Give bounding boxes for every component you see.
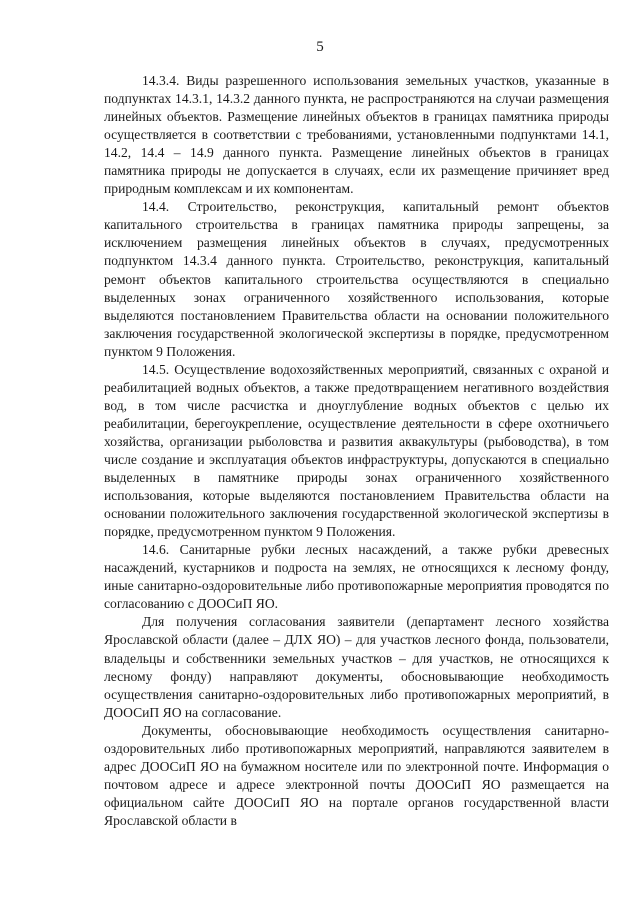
paragraph-14-4: 14.4. Строительство, реконструкция, капитальный ремонт объектов капитального строительства в границах памятника природы запрещены, за исключением размещения линейных объектов в случаях, предусмотренных подпунктом 14.3.4 данного пункта. Строительство, реконструкция, капитальный ремонт объектов капитального строительства осуществляются в специально выделенных зонах ограниченного хозяйственного использования, которые выделяются постановлением Правительства области на основании положительного заключения государственной экологической экспертизы в порядке, предусмотренном пунктом 9 Положения.: [104, 199, 609, 359]
paragraph-14-5: 14.5. Осуществление водохозяйственных мероприятий, связанных с охраной и реабилитацией водных объектов, а также предотвращением негативного воздействия вод, в том числе расчистка и дноуглубление водных объектов с целью их реабилитации, берегоукрепление, осуществление деятельности в сфере охотничьего хозяйства, организации рыболовства и развития аквакультуры (рыбоводства), в том числе создание и эксплуатация объектов инфраструктуры, допускаются в специально выделенных в памятнике природы зонах ограниченного хозяйственного использования, которые выделяются постановлением Правительства области на основании положительного заключения государственной экологической экспертизы в порядке, предусмотренном пунктом 9 Положения.: [104, 361, 609, 540]
paragraph-documents-submission: Документы, обосновывающие необходимость осуществления санитарно-оздоровительных либо противопожарных мероприятий, направляются заявителем в адрес ДООСиП ЯО на бумажном носителе или по электронной почте. Информация о почтовом адресе и адресе электронной почты ДООСиП ЯО размещается на официальном сайте ДООСиП ЯО на портале органов государственной власти Ярославской области в: [104, 722, 609, 828]
page-number: 5: [316, 39, 324, 55]
paragraph-14-3-4: 14.3.4. Виды разрешенного использования земельных участков, указанные в подпунктах 14.3.1, 14.3.2 данного пункта, не распространяются на случаи размещения линейных объектов. Размещение линейных объектов в границах памятника природы осуществляется в соответствии с требованиями, установленными подпунктами 14.1, 14.2, 14.4 – 14.9 данного пункта. Размещение линейных объектов в границах памятника природы не допускается в случаях, если их размещение причиняет вред природным комплексам и их компонентам.: [104, 73, 609, 197]
document-body: [104, 72, 609, 830]
paragraph-approval-request: Для получения согласования заявители (департамент лесного хозяйства Ярославской области (далее – ДЛХ ЯО) – для участков лесного фонда, пользователи, владельцы и собственники земельных участков – для участков, не относящихся к лесному фонду) направляют документы, обосновывающие необходимость осуществления санитарно-оздоровительных либо противопожарных мероприятий, в ДООСиП ЯО на согласование.: [104, 614, 609, 720]
paragraph-14-6: 14.6. Санитарные рубки лесных насаждений, а также рубки древесных насаждений, кустарников и подроста на землях, не относящихся к лесному фонду, иные санитарно-оздоровительные либо противопожарные мероприятия проводятся по согласованию с ДООСиП ЯО.: [104, 542, 609, 612]
